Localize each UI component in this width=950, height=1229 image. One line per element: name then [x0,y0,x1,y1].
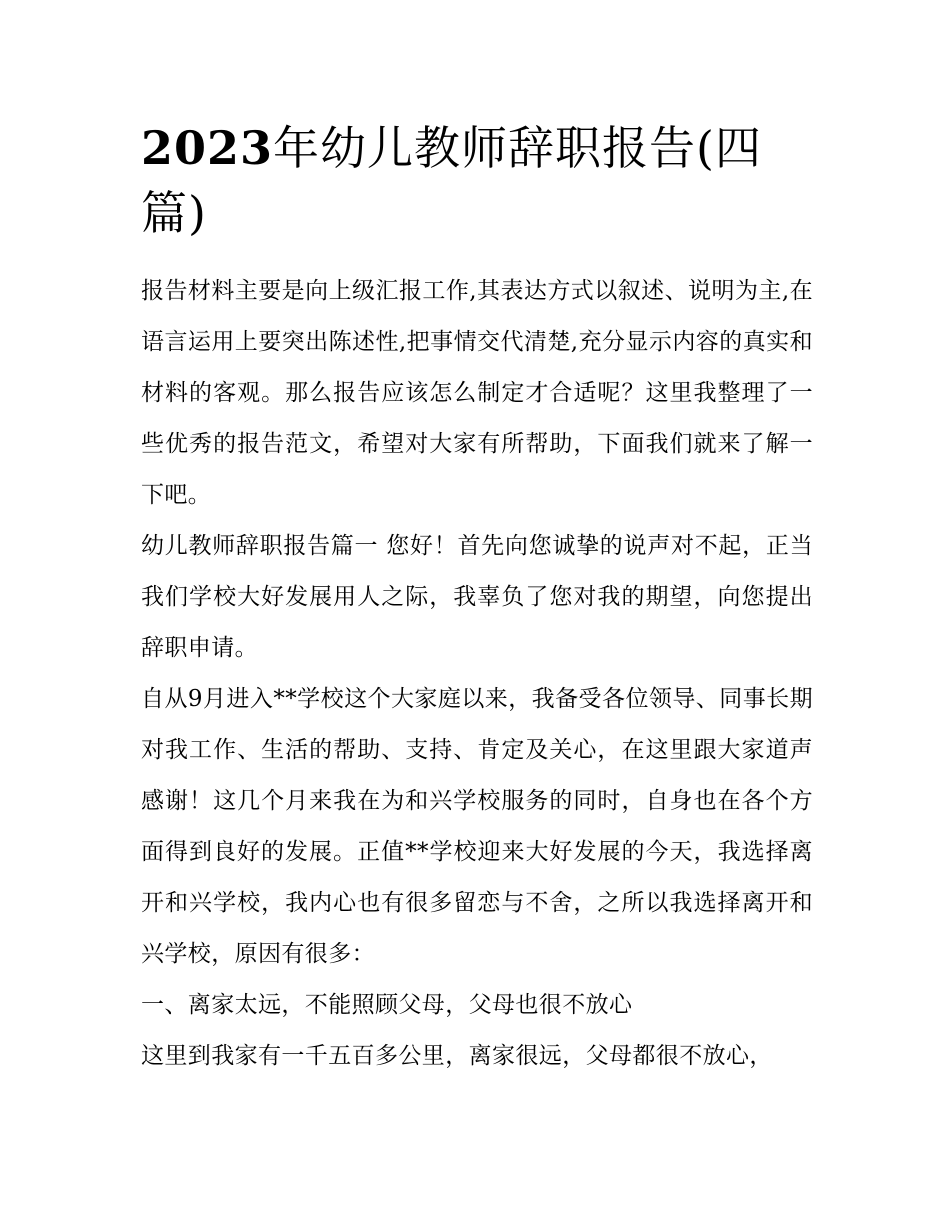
paragraph-reason-heading: 一、离家太远，不能照顾父母，父母也很不放心 [141,992,633,1018]
paragraph-intro: 报告材料主要是向上级汇报工作,其表达方式以叙述、说明为主,在语言运用上要突出陈述性,把事情交代清楚,充分显示内容的真实和材料的客观。那么报告应该怎么制定才合适呢？这里我整理了一些优秀的报告范文，希望对大家有所帮助，下面我们就来了解一下吧。 [141,278,813,508]
title-year: 2023 [141,121,274,175]
paragraph-greeting: 幼儿教师辞职报告篇一 您好！首先向您诚挚的说声对不起，正当我们学校大好发展用人之际，我辜负了您对我的期望，向您提出辞职申请。 [141,533,813,661]
document-body [141,116,813,1082]
title-text: 年幼儿教师辞职报告(四篇) [141,121,762,240]
document-title [141,116,813,246]
paragraph-background: 自从9月进入**学校这个大家庭以来，我备受各位领导、同事长期对我工作、生活的帮助、支持、肯定及关心，在这里跟大家道声感谢！这几个月来我在为和兴学校服务的同时，自身也在各个方面得到良好的发展。正值**学校迎来大好发展的今天，我选择离开和兴学校，我内心也有很多留恋与不舍，之所以我选择离开和兴学校，原因有很多： [141,686,813,967]
paragraph-reason-detail: 这里到我家有一千五百多公里，离家很远，父母都很不放心， [141,1043,773,1069]
